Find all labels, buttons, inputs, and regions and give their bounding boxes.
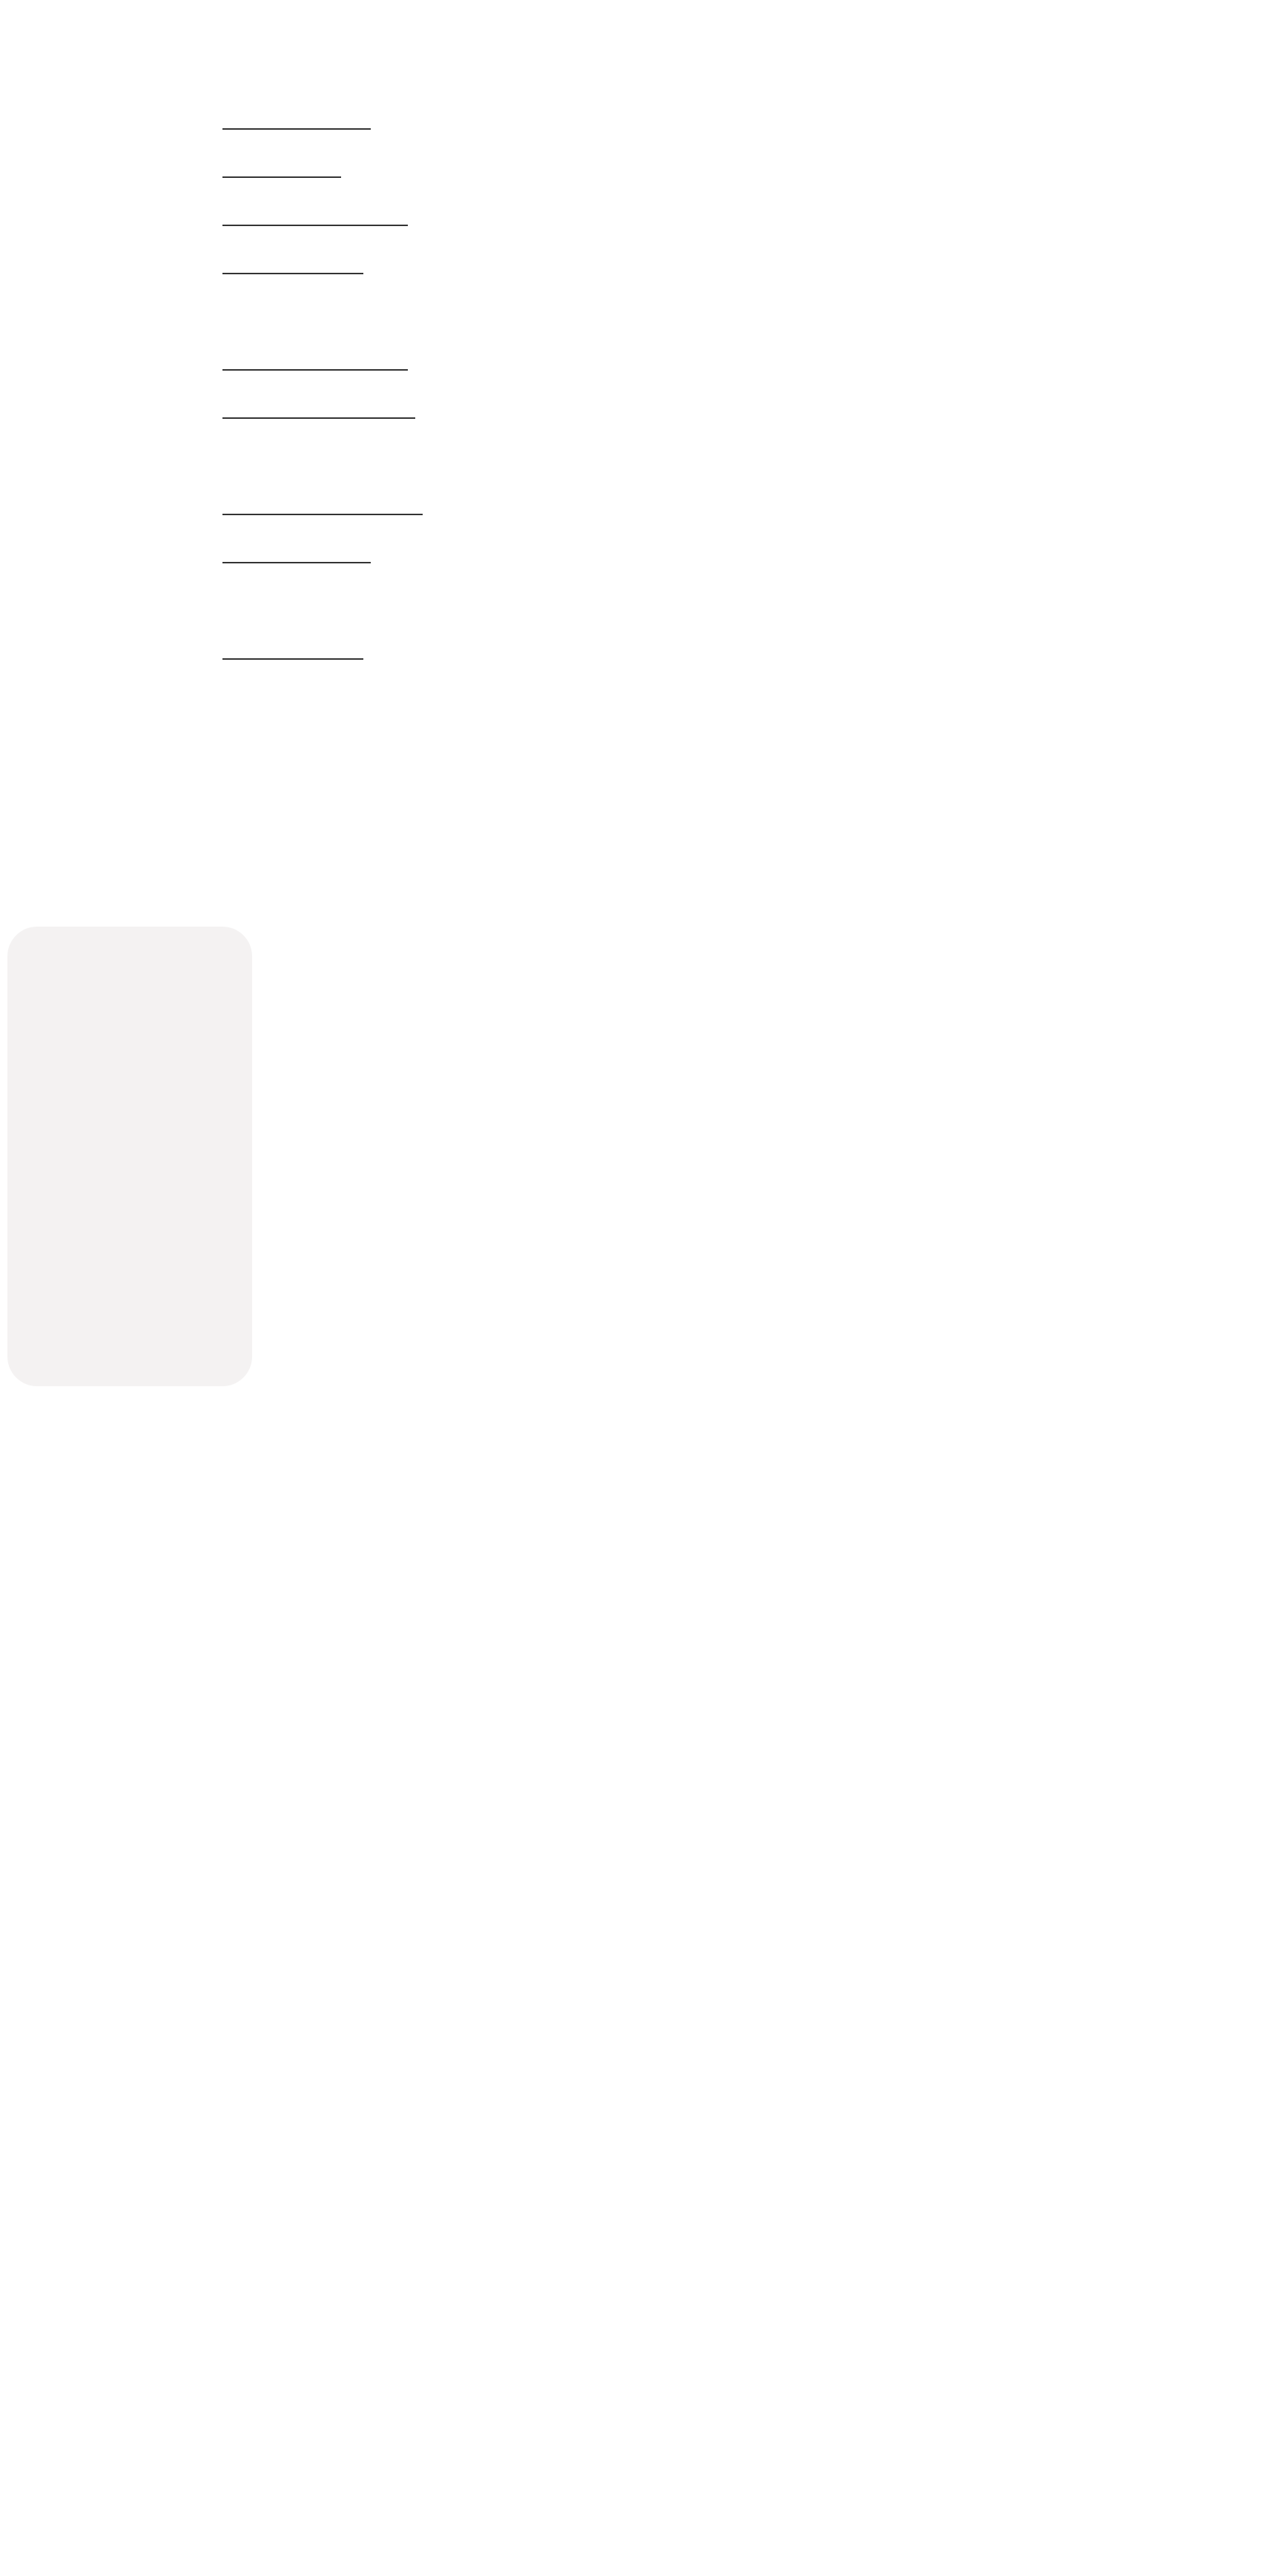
material-3-line-1 — [222, 1071, 251, 1108]
answer-blank — [222, 383, 415, 419]
answer-blank — [222, 191, 408, 226]
q26-line-6 — [222, 334, 408, 371]
answer-blank — [222, 239, 363, 274]
material-1-line-1 — [222, 782, 251, 819]
q26-line-3 — [222, 189, 408, 226]
q26-line-10 — [222, 526, 371, 563]
q26-line-12 — [222, 623, 363, 660]
answer-blank — [222, 94, 371, 130]
q26-line-9 — [222, 478, 423, 515]
answer-blank — [222, 142, 341, 178]
watermark — [7, 927, 252, 1386]
q26-line-7 — [222, 382, 415, 419]
answer-blank — [222, 480, 423, 515]
q26-line-4 — [222, 237, 363, 274]
q26-line-1 — [222, 93, 371, 130]
answer-blank — [222, 528, 371, 563]
q26-line-2 — [222, 141, 341, 178]
material-2-line-1 — [222, 927, 251, 964]
answer-blank — [222, 335, 408, 371]
answer-blank — [222, 624, 363, 660]
